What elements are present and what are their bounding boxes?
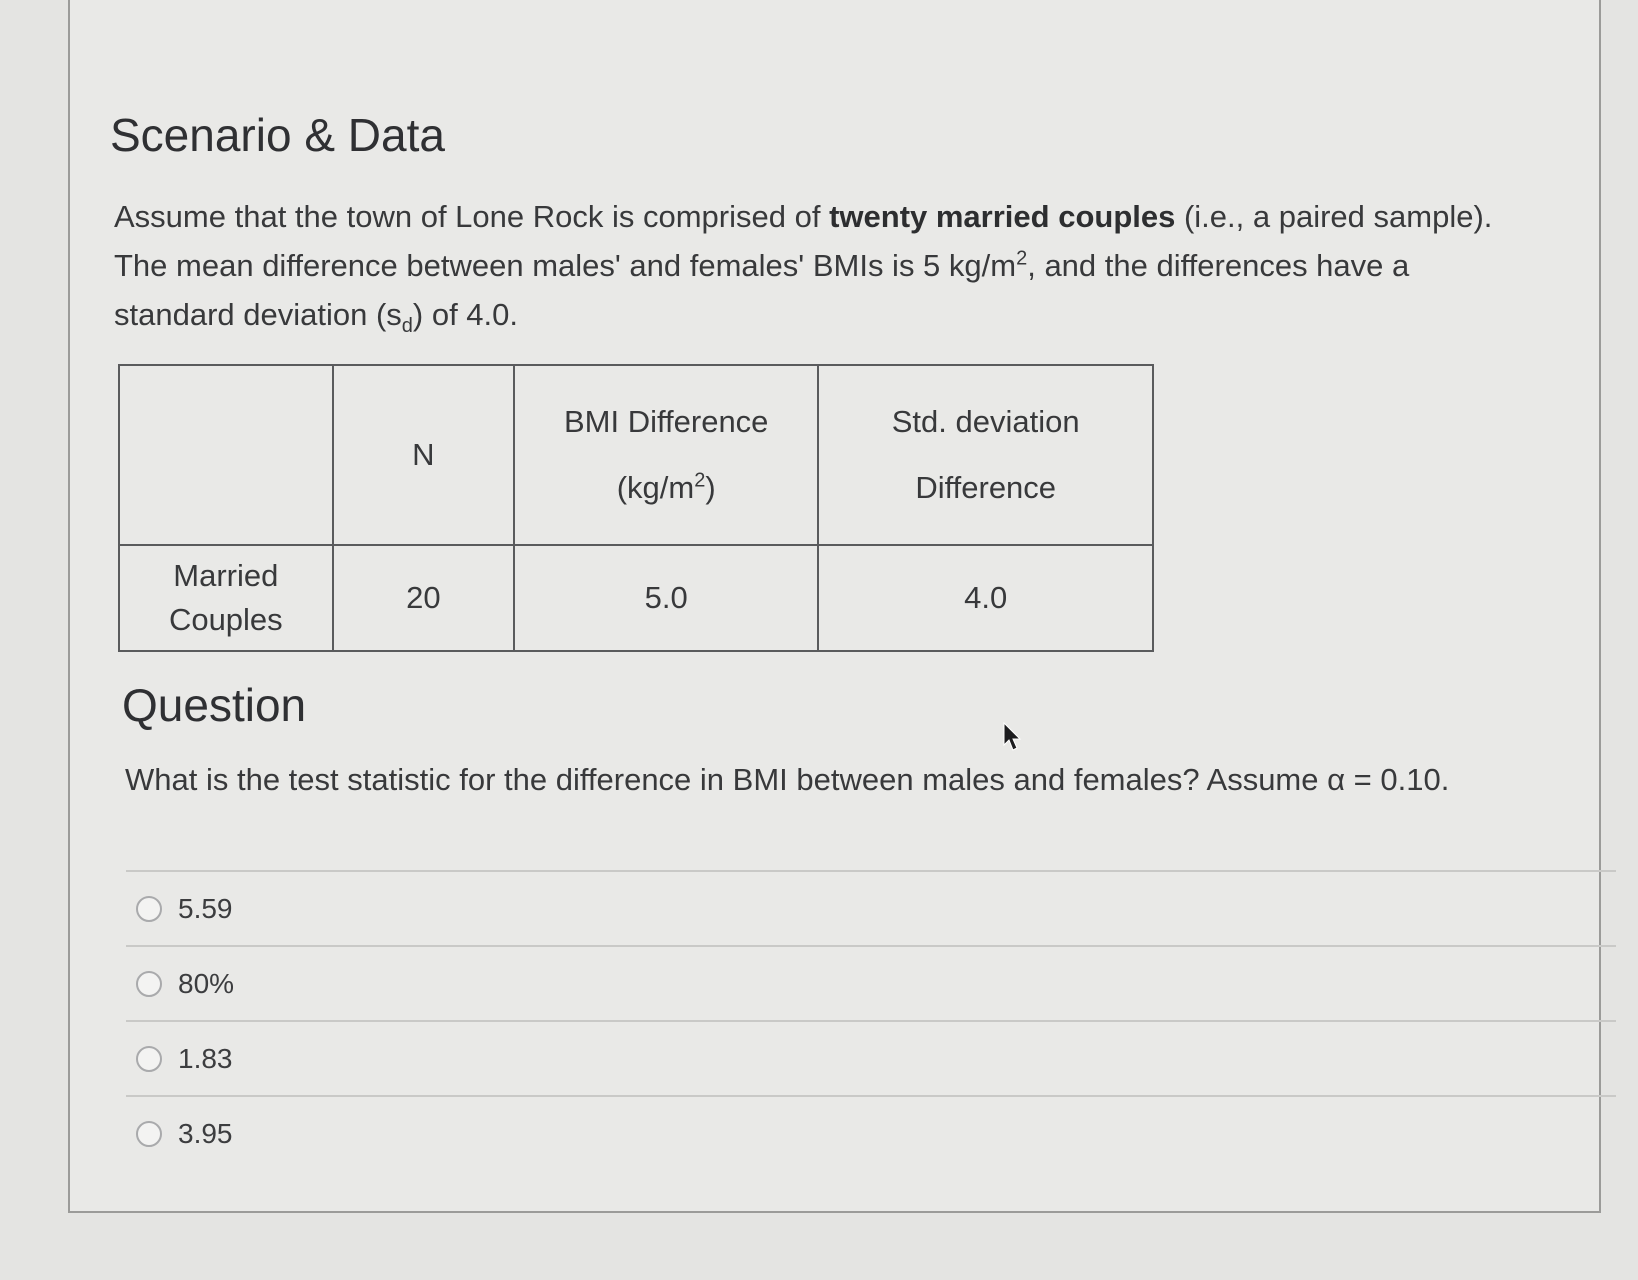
header-n: N [333,365,514,545]
answer-option-3[interactable] [126,1020,1616,1095]
answer-label: 5.59 [178,892,233,924]
radio-button-icon[interactable] [136,1121,162,1147]
header-blank-cell [119,365,333,545]
radio-button-icon[interactable] [136,971,162,997]
data-table [118,364,1154,652]
answer-list [126,870,1616,1170]
scenario-heading: Scenario & Data [110,109,445,161]
scenario-bold-text: twenty married couples [829,199,1176,234]
header-bmi-difference: BMI Difference $(kg/m^2)$ [514,365,818,545]
scenario-paragraph: Assume that the town of Lone Rock is comprised of twenty married couples (i.e., a paired sample). The mean difference between males' and females' BMIs is 5 $kg/m^2$, and the differences have a standard deviation $(s_d)$ of 4.0. [114,199,1493,338]
mouse-cursor-icon [1002,722,1024,752]
cell-bmi: 5.0 [514,545,818,651]
cell-std: 4.0 [818,545,1153,651]
answer-label: 1.83 [178,1042,233,1074]
answer-label: 80% [178,967,235,999]
radio-button-icon[interactable] [136,1046,162,1072]
answer-option-1[interactable] [126,870,1616,945]
question-text: What is the test statistic for the difference in BMI between males and females? Assume α = 0.10. [125,762,1450,797]
row-label: Married Couples [119,545,333,651]
answer-option-2[interactable] [126,945,1616,1020]
header-std-deviation: Std. deviation Difference [818,365,1153,545]
quiz-panel [68,0,1601,1213]
table-header-row [119,365,1153,545]
cell-n: 20 [333,545,514,651]
radio-button-icon[interactable] [136,896,162,922]
answer-label: 3.95 [178,1117,233,1149]
table-row [119,545,1153,651]
question-heading: Question [122,679,307,731]
answer-option-4[interactable] [126,1095,1616,1170]
